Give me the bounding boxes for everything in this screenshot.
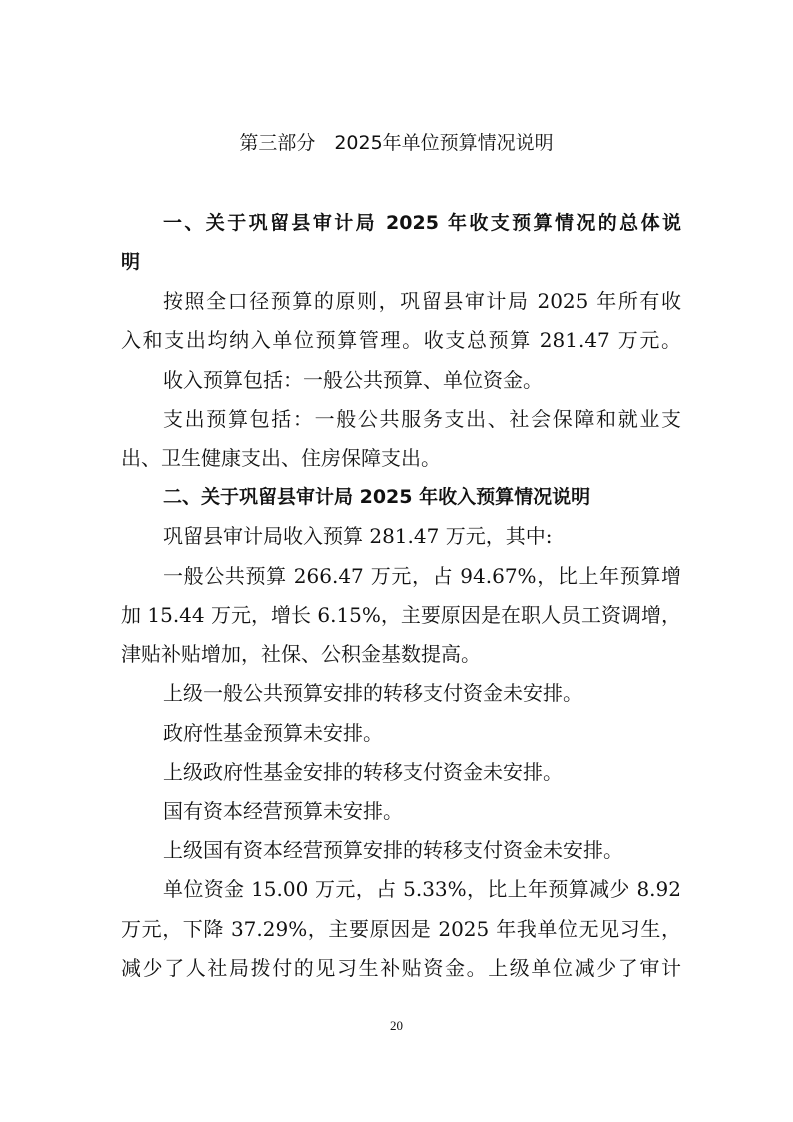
paragraph-line: 国有资本经营预算未安排。 <box>163 799 403 823</box>
page-number: 20 <box>390 1018 403 1033</box>
paragraph-line: 按照全口径预算的原则，巩留县审计局 2025 年所有收 <box>163 289 681 313</box>
paragraph-line: 单位资金 15.00 万元，占 5.33%，比上年预算减少 8.92 <box>163 877 681 901</box>
paragraph-line: 支出预算包括：一般公共服务支出、社会保障和就业支 <box>163 407 681 431</box>
paragraph-line: 上级政府性基金安排的转移支付资金未安排。 <box>163 760 563 784</box>
paragraph-line: 加 15.44 万元，增长 6.15%，主要原因是在职人员工资调增， <box>121 603 681 627</box>
paragraph-line: 出、卫生健康支出、住房保障支出。 <box>121 446 441 470</box>
section-heading-2: 二、关于巩留县审计局 2025 年收入预算情况说明 <box>163 486 591 508</box>
paragraph-line: 收入预算包括：一般公共预算、单位资金。 <box>163 368 543 392</box>
section-heading-1: 一、关于巩留县审计局 2025 年收支预算情况的总体说 <box>163 212 681 234</box>
section-heading-1-cont: 明 <box>121 251 141 273</box>
paragraph-line: 上级一般公共预算安排的转移支付资金未安排。 <box>163 681 583 705</box>
paragraph-line: 一般公共预算 266.47 万元，占 94.67%，比上年预算增 <box>163 564 681 588</box>
paragraph-line: 上级国有资本经营预算安排的转移支付资金未安排。 <box>163 838 623 862</box>
page-title: 第三部分 2025年单位预算情况说明 <box>239 132 554 154</box>
paragraph-line: 津贴补贴增加，社保、公积金基数提高。 <box>121 642 481 666</box>
paragraph-line: 政府性基金预算未安排。 <box>163 721 383 745</box>
paragraph-line: 减少了人社局拨付的见习生补贴资金。上级单位减少了审计 <box>121 956 681 980</box>
paragraph-line: 万元，下降 37.29%，主要原因是 2025 年我单位无见习生， <box>121 917 681 941</box>
paragraph-line: 巩留县审计局收入预算 281.47 万元，其中: <box>163 524 553 548</box>
paragraph-line: 入和支出均纳入单位预算管理。收支总预算 281.47 万元。 <box>121 328 681 352</box>
